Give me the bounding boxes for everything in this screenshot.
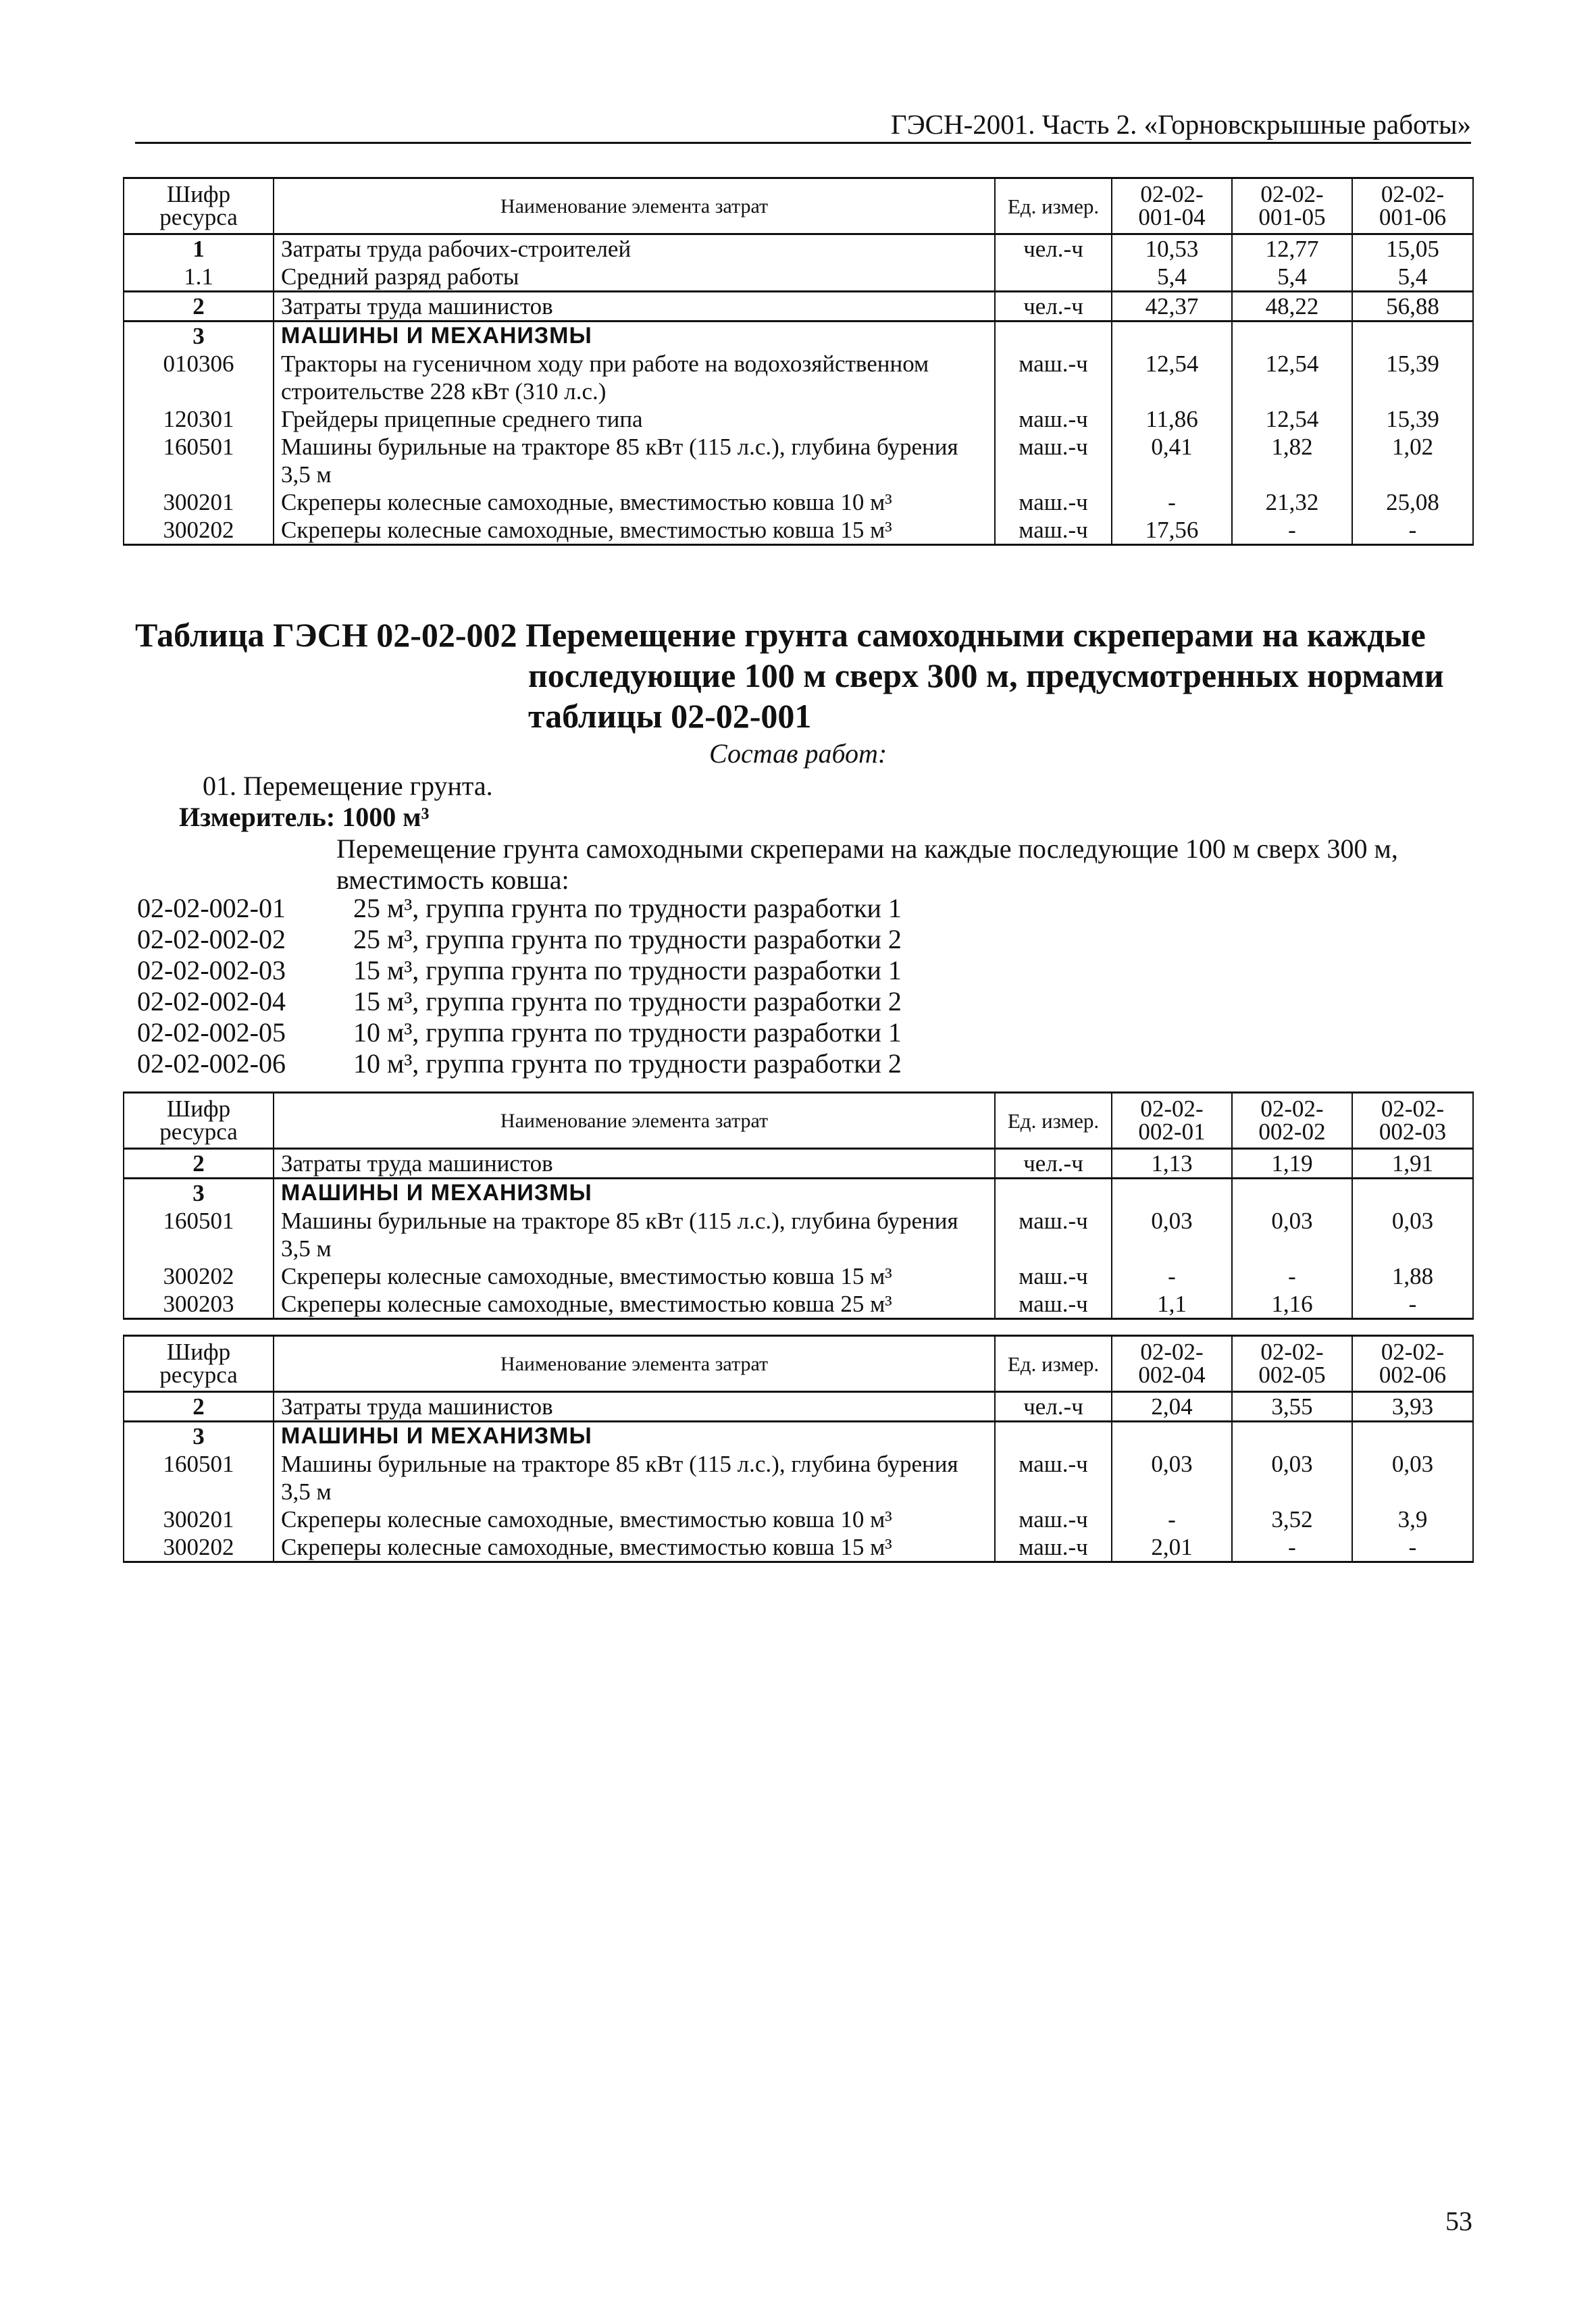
row-name: Машины бурильные на тракторе 85 кВт (115 л.с.), глубина бурения 3,5 м — [274, 433, 995, 488]
row-code: 300202 — [124, 516, 274, 545]
row-unit: маш.-ч — [995, 488, 1112, 516]
row-code: 300203 — [124, 1290, 274, 1319]
list-item — [137, 986, 902, 1017]
row-code: 2 — [124, 1392, 274, 1422]
list-item — [137, 1017, 902, 1048]
table-row — [124, 405, 1473, 433]
row-value — [1232, 1422, 1352, 1451]
row-value: 15,05 — [1352, 234, 1473, 263]
row-value: 48,22 — [1232, 292, 1352, 322]
measure-label: Измеритель: 1000 м³ — [179, 802, 430, 832]
table-row — [124, 1149, 1473, 1179]
row-unit — [995, 322, 1112, 351]
row-value — [1232, 322, 1352, 351]
column-header-norm: 02-02- 002-03 — [1352, 1093, 1473, 1149]
header-rule — [135, 142, 1471, 144]
row-unit — [995, 1179, 1112, 1208]
row-name: Затраты труда рабочих-строителей — [274, 234, 995, 263]
row-unit: маш.-ч — [995, 1450, 1112, 1506]
row-value: - — [1232, 516, 1352, 545]
table-title-line: последующие 100 м сверх 300 м, предусмотренных нормами — [528, 657, 1444, 694]
row-value: 3,93 — [1352, 1392, 1473, 1422]
table-row — [124, 1262, 1473, 1290]
row-value — [1352, 322, 1473, 351]
row-unit: маш.-ч — [995, 516, 1112, 545]
section-heading: МАШИНЫ И МЕХАНИЗМЫ — [274, 322, 995, 351]
row-unit — [995, 1422, 1112, 1451]
work-item: 01. Перемещение грунта. — [203, 771, 493, 801]
norm-code-text: 25 м³, группа грунта по трудности разработки 1 — [353, 893, 902, 923]
resource-table-3 — [123, 1335, 1474, 1563]
norm-code: 02-02-002-05 — [137, 1017, 286, 1048]
row-value: - — [1352, 516, 1473, 545]
table-row — [124, 350, 1473, 405]
column-header-code: Шифр ресурса — [124, 1093, 274, 1149]
row-value: - — [1112, 488, 1232, 516]
row-value: 17,56 — [1112, 516, 1232, 545]
table-row — [124, 1290, 1473, 1319]
norm-code: 02-02-002-02 — [137, 924, 286, 954]
row-value: - — [1232, 1262, 1352, 1290]
row-value: 12,54 — [1232, 350, 1352, 405]
norm-code-text: 15 м³, группа грунта по трудности разработки 1 — [353, 955, 902, 985]
table-row — [124, 292, 1473, 322]
column-header-norm: 02-02- 002-06 — [1352, 1336, 1473, 1392]
row-value: 15,39 — [1352, 405, 1473, 433]
norm-code-list — [137, 893, 902, 1079]
row-unit: чел.-ч — [995, 1149, 1112, 1179]
table-row — [124, 1422, 1473, 1451]
norm-code-text: 10 м³, группа грунта по трудности разработки 2 — [353, 1048, 902, 1079]
row-value: 25,08 — [1352, 488, 1473, 516]
row-code: 2 — [124, 1149, 274, 1179]
row-unit: маш.-ч — [995, 405, 1112, 433]
row-name: Затраты труда машинистов — [274, 1149, 995, 1179]
row-value: 0,03 — [1112, 1207, 1232, 1262]
norm-description: Перемещение грунта самоходными скреперами на каждые последующие 100 м сверх 300 м, вместимость ковша: — [336, 833, 1398, 895]
resource-table-2 — [123, 1091, 1474, 1320]
norm-code: 02-02-002-04 — [137, 986, 286, 1017]
page-number: 53 — [1445, 2206, 1472, 2236]
row-name: Затраты труда машинистов — [274, 1392, 995, 1422]
row-value — [1352, 1179, 1473, 1208]
row-code: 3 — [124, 1179, 274, 1208]
row-code: 010306 — [124, 350, 274, 405]
row-value: 56,88 — [1352, 292, 1473, 322]
row-value: 1,88 — [1352, 1262, 1473, 1290]
row-name: Средний разряд работы — [274, 263, 995, 292]
table-row — [124, 322, 1473, 351]
row-name: Затраты труда машинистов — [274, 292, 995, 322]
row-value — [1112, 1179, 1232, 1208]
row-name: Скреперы колесные самоходные, вместимостью ковша 25 м³ — [274, 1290, 995, 1319]
row-value: 21,32 — [1232, 488, 1352, 516]
column-header-code: Шифр ресурса — [124, 178, 274, 234]
row-value: - — [1232, 1533, 1352, 1562]
row-value: 3,55 — [1232, 1392, 1352, 1422]
row-unit: маш.-ч — [995, 1506, 1112, 1533]
row-code: 160501 — [124, 433, 274, 488]
row-code: 1.1 — [124, 263, 274, 292]
column-header-unit: Ед. измер. — [995, 1336, 1112, 1392]
row-value: 0,41 — [1112, 433, 1232, 488]
row-code: 300201 — [124, 1506, 274, 1533]
norm-code-text: 15 м³, группа грунта по трудности разработки 2 — [353, 986, 902, 1017]
column-header-name: Наименование элемента затрат — [274, 1336, 995, 1392]
resource-table-1 — [123, 177, 1474, 546]
row-unit: маш.-ч — [995, 1262, 1112, 1290]
row-value: 0,03 — [1352, 1450, 1473, 1506]
table-row — [124, 234, 1473, 263]
row-code: 2 — [124, 292, 274, 322]
row-code: 3 — [124, 1422, 274, 1451]
table-header-row — [124, 178, 1473, 234]
row-unit: чел.-ч — [995, 234, 1112, 263]
column-header-norm: 02-02- 002-04 — [1112, 1336, 1232, 1392]
row-value: 15,39 — [1352, 350, 1473, 405]
column-header-norm: 02-02- 002-01 — [1112, 1093, 1232, 1149]
row-unit: маш.-ч — [995, 1290, 1112, 1319]
section-heading: МАШИНЫ И МЕХАНИЗМЫ — [274, 1179, 995, 1208]
row-name: Тракторы на гусеничном ходу при работе на водохозяйственном строительстве 228 кВт (310 л.с.) — [274, 350, 995, 405]
table-title-line: Таблица ГЭСН 02-02-002 Перемещение грунта самоходными скреперами на каждые — [135, 616, 1426, 654]
row-name: Машины бурильные на тракторе 85 кВт (115 л.с.), глубина бурения 3,5 м — [274, 1450, 995, 1506]
row-name: Скреперы колесные самоходные, вместимостью ковша 10 м³ — [274, 488, 995, 516]
row-value: 12,77 — [1232, 234, 1352, 263]
row-value: 0,03 — [1232, 1207, 1352, 1262]
row-unit: маш.-ч — [995, 1533, 1112, 1562]
table-row — [124, 1506, 1473, 1533]
row-value: 2,01 — [1112, 1533, 1232, 1562]
column-header-norm: 02-02- 002-02 — [1232, 1093, 1352, 1149]
column-header-unit: Ед. измер. — [995, 178, 1112, 234]
column-header-name: Наименование элемента затрат — [274, 1093, 995, 1149]
norm-code: 02-02-002-03 — [137, 955, 286, 985]
norm-code: 02-02-002-01 — [137, 893, 286, 923]
row-code: 300201 — [124, 488, 274, 516]
row-unit: чел.-ч — [995, 1392, 1112, 1422]
row-value: 42,37 — [1112, 292, 1232, 322]
row-value: 2,04 — [1112, 1392, 1232, 1422]
row-value: 1,13 — [1112, 1149, 1232, 1179]
row-code: 300202 — [124, 1533, 274, 1562]
row-value — [1352, 1422, 1473, 1451]
row-value: 0,03 — [1232, 1450, 1352, 1506]
table-title — [135, 615, 1471, 736]
column-header-unit: Ед. измер. — [995, 1093, 1112, 1149]
norm-code: 02-02-002-06 — [137, 1048, 286, 1079]
work-composition-heading: Состав работ: — [709, 738, 887, 769]
table-header-row — [124, 1336, 1473, 1392]
row-code: 300202 — [124, 1262, 274, 1290]
table-row — [124, 1179, 1473, 1208]
row-value: 12,54 — [1112, 350, 1232, 405]
row-value — [1232, 1179, 1352, 1208]
row-code: 160501 — [124, 1450, 274, 1506]
row-value: 3,9 — [1352, 1506, 1473, 1533]
column-header-name: Наименование элемента затрат — [274, 178, 995, 234]
row-value: 1,19 — [1232, 1149, 1352, 1179]
table-row — [124, 488, 1473, 516]
row-name: Грейдеры прицепные среднего типа — [274, 405, 995, 433]
list-item — [137, 893, 902, 924]
row-unit: маш.-ч — [995, 350, 1112, 405]
row-value: - — [1112, 1506, 1232, 1533]
row-name: Машины бурильные на тракторе 85 кВт (115 л.с.), глубина бурения 3,5 м — [274, 1207, 995, 1262]
row-value: 1,02 — [1352, 433, 1473, 488]
row-value: 10,53 — [1112, 234, 1232, 263]
row-unit: маш.-ч — [995, 433, 1112, 488]
row-unit: маш.-ч — [995, 1207, 1112, 1262]
table-row — [124, 433, 1473, 488]
row-value: 1,91 — [1352, 1149, 1473, 1179]
row-code: 160501 — [124, 1207, 274, 1262]
row-name: Скреперы колесные самоходные, вместимостью ковша 15 м³ — [274, 1533, 995, 1562]
row-value: 3,52 — [1232, 1506, 1352, 1533]
row-value — [1112, 322, 1232, 351]
column-header-code: Шифр ресурса — [124, 1336, 274, 1392]
row-value: - — [1112, 1262, 1232, 1290]
table-row — [124, 1207, 1473, 1262]
row-value: 5,4 — [1232, 263, 1352, 292]
table-header-row — [124, 1093, 1473, 1149]
table-title-line: таблицы 02-02-001 — [528, 697, 812, 735]
row-name: Скреперы колесные самоходные, вместимостью ковша 15 м³ — [274, 516, 995, 545]
list-item — [137, 1048, 902, 1079]
table-row — [124, 1392, 1473, 1422]
table-row — [124, 516, 1473, 545]
row-code: 1 — [124, 234, 274, 263]
column-header-norm: 02-02- 002-05 — [1232, 1336, 1352, 1392]
row-value: 1,82 — [1232, 433, 1352, 488]
section-heading: МАШИНЫ И МЕХАНИЗМЫ — [274, 1422, 995, 1451]
page-header-title: ГЭСН-2001. Часть 2. «Горновскрышные работы» — [890, 109, 1471, 140]
row-code: 120301 — [124, 405, 274, 433]
column-header-norm: 02-02- 001-04 — [1112, 178, 1232, 234]
row-unit: чел.-ч — [995, 292, 1112, 322]
row-code: 3 — [124, 322, 274, 351]
row-value: 5,4 — [1352, 263, 1473, 292]
row-unit — [995, 263, 1112, 292]
table-row — [124, 1533, 1473, 1562]
row-value — [1112, 1422, 1232, 1451]
row-value: 1,1 — [1112, 1290, 1232, 1319]
row-name: Скреперы колесные самоходные, вместимостью ковша 10 м³ — [274, 1506, 995, 1533]
column-header-norm: 02-02- 001-06 — [1352, 178, 1473, 234]
row-value: - — [1352, 1533, 1473, 1562]
row-value: 11,86 — [1112, 405, 1232, 433]
row-value: 1,16 — [1232, 1290, 1352, 1319]
column-header-norm: 02-02- 001-05 — [1232, 178, 1352, 234]
list-item — [137, 924, 902, 955]
norm-code-text: 25 м³, группа грунта по трудности разработки 2 — [353, 924, 902, 954]
list-item — [137, 955, 902, 986]
norm-code-text: 10 м³, группа грунта по трудности разработки 1 — [353, 1017, 902, 1048]
table-row — [124, 263, 1473, 292]
row-value: 5,4 — [1112, 263, 1232, 292]
row-value: 12,54 — [1232, 405, 1352, 433]
table-row — [124, 1450, 1473, 1506]
row-value: - — [1352, 1290, 1473, 1319]
row-value: 0,03 — [1112, 1450, 1232, 1506]
row-value: 0,03 — [1352, 1207, 1473, 1262]
row-name: Скреперы колесные самоходные, вместимостью ковша 15 м³ — [274, 1262, 995, 1290]
